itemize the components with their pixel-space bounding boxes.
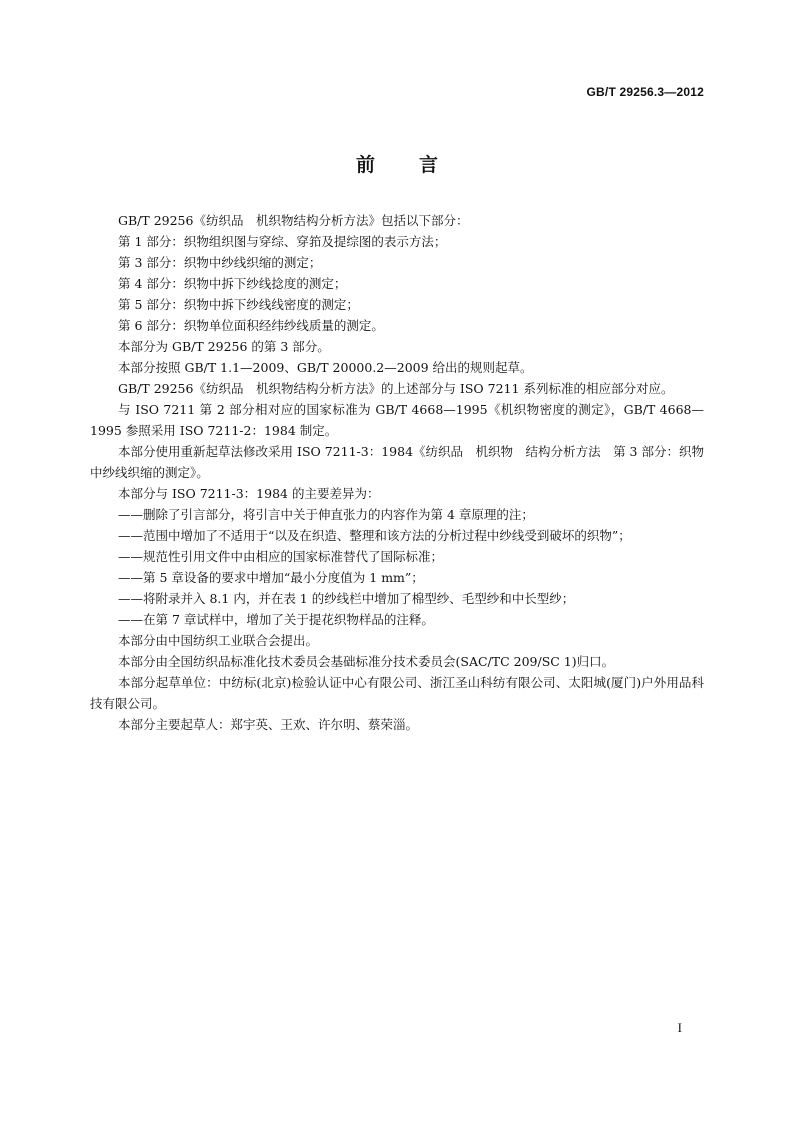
paragraph: 本部分按照 GB/T 1.1—2009、GB/T 20000.2—2009 给出的规则起草。	[118, 360, 533, 375]
list-item: ——第 5 章设备的要求中增加“最小分度值为 1 mm”；	[118, 570, 424, 585]
paragraph: 第 3 部分：织物中纱线织缩的测定；	[118, 255, 322, 270]
paragraph: 本部分主要起草人：郑宇英、王欢、许尔明、蔡荣淄。	[118, 717, 419, 732]
list-item: ——范围中增加了不适用于“以及在织造、整理和该方法的分析过程中纱线受到破坏的织物”；	[118, 528, 631, 543]
paragraph: 本部分为 GB/T 29256 的第 3 部分。	[118, 339, 330, 354]
list-item: ——将附录并入 8.1 内，并在表 1 的纱线栏中增加了棉型纱、毛型纱和中长型纱；	[118, 591, 575, 606]
paragraph: 第 1 部分：织物组织图与穿综、穿筘及提综图的表示方法；	[118, 234, 447, 249]
paragraph: 第 4 部分：织物中拆下纱线捻度的测定；	[118, 276, 347, 291]
list-item: ——删除了引言部分，将引言中关于伸直张力的内容作为第 4 章原理的注；	[118, 507, 534, 522]
list-item: ——在第 7 章试样中，增加了关于提花织物样品的注释。	[118, 612, 434, 627]
paragraph: 本部分由全国纺织品标准化技术委员会基础标准分技术委员会(SAC/TC 209/SC 1)归口。	[118, 654, 615, 669]
paragraph: 本部分与 ISO 7211-3：1984 的主要差异为：	[118, 486, 380, 501]
paragraph: 与 ISO 7211 第 2 部分相对应的国家标准为 GB/T 4668—1995《机织物密度的测定》，GB/T 4668—1995 参照采用 ISO 7211-2：1984 制定。	[90, 402, 704, 438]
paragraph: GB/T 29256《纺织品 机织物结构分析方法》的上述部分与 ISO 7211 系列标准的相应部分对应。	[118, 381, 674, 396]
title-char-2: 言	[419, 154, 439, 176]
standard-code: GB/T 29256.3—2012	[586, 85, 704, 99]
page-number: I	[677, 1020, 682, 1035]
page-title	[0, 150, 794, 177]
foreword-body	[90, 210, 704, 735]
list-item: ——规范性引用文件中由相应的国家标准替代了国际标准；	[118, 549, 444, 564]
paragraph: 第 6 部分：织物单位面积经纬纱线质量的测定。	[118, 318, 384, 333]
paragraph: 本部分使用重新起草法修改采用 ISO 7211-3：1984《纺织品 机织物 结构分析方法 第 3 部分：织物中纱线织缩的测定》。	[90, 444, 704, 480]
paragraph: 第 5 部分：织物中拆下纱线线密度的测定；	[118, 297, 359, 312]
paragraph: 本部分起草单位：中纺标(北京)检验认证中心有限公司、浙江圣山科纺有限公司、太阳城(厦门)户外用品科技有限公司。	[90, 675, 704, 711]
paragraph: GB/T 29256《纺织品 机织物结构分析方法》包括以下部分：	[118, 213, 469, 228]
paragraph: 本部分由中国纺织工业联合会提出。	[118, 633, 319, 648]
title-char-1: 前	[355, 154, 375, 176]
